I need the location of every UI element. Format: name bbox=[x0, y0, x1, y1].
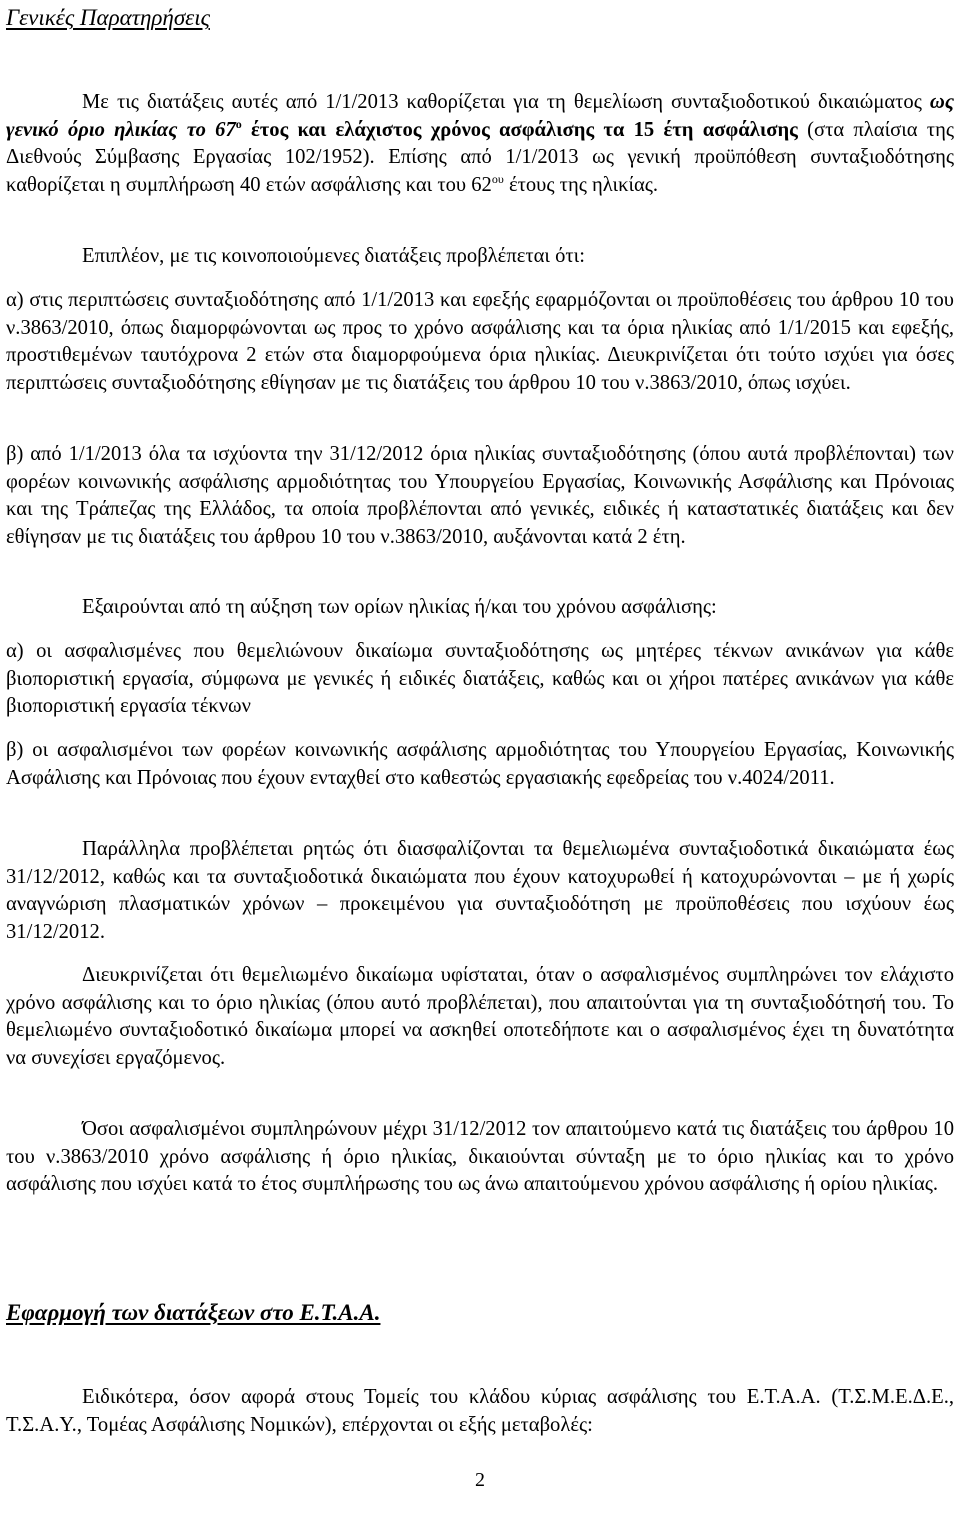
paragraph-clarification: Διευκρινίζεται ότι θεμελιωμένο δικαίωμα υφίσταται, όταν ο ασφαλισμένος συμπληρώνει τον ελάχιστο χρόνο ασφάλισης και το όριο ηλικίας (όπου αυτό προβλέπεται), που απαιτούνται για τη συνταξιοδότησή του. Το θεμελιωμένο συνταξιοδοτικό δικαίωμα μπορεί να ασκηθεί οποτεδήποτε και ο ασφαλισμένος έχει τη δυνατότητα να συνεχίσει εργαζόμενος. bbox=[6, 964, 954, 1069]
paragraph-item-b-age-limits: β) από 1/1/2013 όλα τα ισχύοντα την 31/12/2012 όρια ηλικίας συνταξιοδότησης (όπου αυτά προβλέπονται) των φορέων κοινωνικής ασφάλισης αρμοδιότητας του Υπουργείου Εργασίας, Κοινωνικής Ασφάλισης και Πρόνοιας και της Τράπεζας της Ελλάδος, τα οποία προβλέπονται από γενικές, ειδικές ή καταστατικές διατάξεις και δεν εθίγησαν με τις διατάξεις του άρθρου 10 του ν.3863/2010, αυξάνονται κατά 2 έτη. bbox=[6, 443, 954, 548]
paragraph-completion-2012: Όσοι ασφαλισμένοι συμπληρώνουν μέχρι 31/12/2012 τον απαιτούμενο κατά τις διατάξεις του άρθρου 10 του ν.3863/2010 χρόνο ασφάλισης ή όριο ηλικίας, δικαιούνται σύνταξη με το όριο ηλικίας και το χρόνο ασφάλισης που ισχύει κατά το έτος συμπλήρωσης του ως άνω απαιτούμενου χρόνου ασφάλισης ή ορίου ηλικίας. bbox=[6, 1118, 954, 1196]
section-heading-etaa: Εφαρμογή των διατάξεων στο Ε.Τ.Α.Α. bbox=[6, 1300, 381, 1325]
superscript-ordinal: ου bbox=[491, 171, 504, 186]
emphasis-minimum-insurance: έτος και ελάχιστος χρόνος ασφάλισης τα 15 έτη ασφάλισης bbox=[241, 118, 798, 141]
paragraph-etaa-changes: Ειδικότερα, όσον αφορά στους Τομείς του κλάδου κύριας ασφάλισης του Ε.Τ.Α.Α. (Τ.Σ.Μ.Ε.Δ.Ε., Τ.Σ.Α.Υ., Τομέας Ασφάλισης Νομικών), επέρχονται οι εξής μεταβολές: bbox=[6, 1386, 954, 1436]
paragraph-exemptions: Εξαιρούνται από τη αύξηση των ορίων ηλικίας ή/και του χρόνου ασφάλισης: bbox=[82, 596, 717, 618]
paragraph-text: έτους της ηλικίας. bbox=[503, 173, 659, 196]
paragraph-text: (στα πλαίσια της Διεθνούς Σύμβασης Εργασίας 102/1952). Επίσης από 1/1/2013 ως γενική προϋπόθεση συνταξιοδότησης καθορίζεται η συμπλήρωση 40 ετών ασφάλισης και του 62 bbox=[6, 118, 954, 196]
paragraph-additionally: Επιπλέον, με τις κοινοποιούμενες διατάξεις προβλέπεται ότι: bbox=[82, 245, 585, 267]
emphasis-age-limit: ως γενικό όριο ηλικίας το 67 bbox=[6, 91, 954, 141]
superscript-ordinal: ο bbox=[235, 116, 242, 131]
paragraph-exemption-a-mothers: α) οι ασφαλισμένες που θεμελιώνουν δικαίωμα συνταξιοδότησης ως μητέρες τέκνων ανικάνων για κάθε βιοποριστική εργασία, σύμφωνα με γενικές ή ειδικές διατάξεις, καθώς και οι χήροι πατέρες ανικάνων για κάθε βιοποριστική εργασία τέκνων bbox=[6, 640, 954, 718]
paragraph-exemption-b-reserve: β) οι ασφαλισμένοι των φορέων κοινωνικής ασφάλισης αρμοδιότητας του Υπουργείου Εργασίας, Κοινωνικής Ασφάλισης και Πρόνοιας που έχουν ενταχθεί στο καθεστώς εργασιακής εφεδρείας του ν.4024/2011. bbox=[6, 739, 954, 789]
page-number: 2 bbox=[475, 1469, 485, 1491]
paragraph-safeguarded-rights: Παράλληλα προβλέπεται ρητώς ότι διασφαλίζονται τα θεμελιωμένα συνταξιοδοτικά δικαιώματα έως 31/12/2012, καθώς και τα συνταξιοδοτικά δικαιώματα που έχουν κατοχυρωθεί ή κατοχυρώνονται – με ή χωρίς αναγνώριση πλασματικών χρόνων – προκειμένου για συνταξιοδότηση με προϋποθέσεις που ισχύουν έως 31/12/2012. bbox=[6, 838, 954, 943]
paragraph-general-rules bbox=[6, 89, 954, 199]
paragraph-text: Με τις διατάξεις αυτές από 1/1/2013 καθορίζεται για τη θεμελίωση συνταξιοδοτικού δικαιώματος bbox=[82, 91, 930, 113]
paragraph-item-a-retirement: α) στις περιπτώσεις συνταξιοδότησης από 1/1/2013 και εφεξής εφαρμόζονται οι προϋποθέσεις του άρθρου 10 του ν.3863/2010, όπως διαμορφώνονται ως προς το χρόνο ασφάλισης και τα όρια ηλικίας από 1/1/2015 και εφεξής, προστιθεμένων ταυτόχρονα 2 ετών στα διαμορφούμενα όρια ηλικίας. Διευκρινίζεται ότι τούτο ισχύει για όσες περιπτώσεις συνταξιοδότησης εθίγησαν με τις διατάξεις του άρθρου 10 του ν.3863/2010, όπως ισχύει. bbox=[6, 289, 954, 394]
section-heading-general: Γενικές Παρατηρήσεις bbox=[6, 5, 210, 30]
